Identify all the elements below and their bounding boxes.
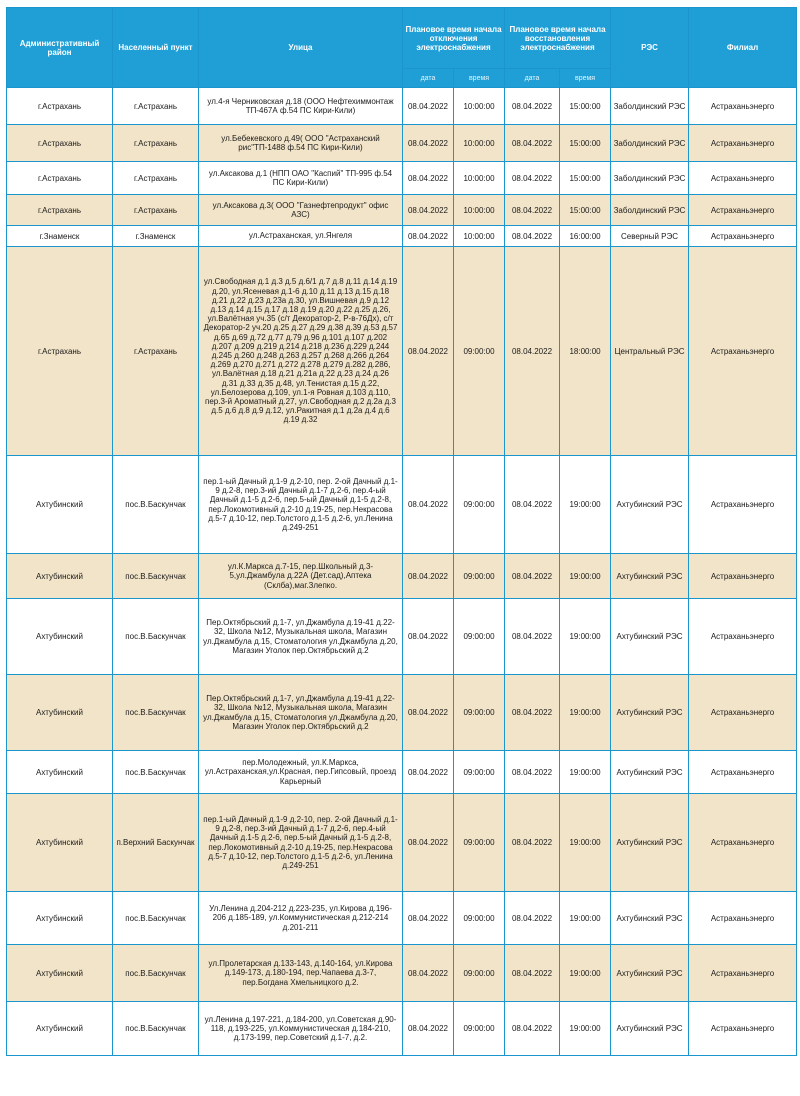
cell-branch: Астраханьэнерго [689,125,797,162]
cell-locality: г.Астрахань [113,247,199,456]
cell-locality: пос.В.Баскунчак [113,554,199,599]
cell-street: ул.Аксакова д.1 (НПП ОАО "Каспий" ТП-995 ф.54 ПС Кири-Кили) [199,162,403,195]
cell-district: г.Астрахань [7,88,113,125]
cell-branch: Астраханьэнерго [689,751,797,794]
cell-on-time: 16:00:00 [560,226,611,247]
cell-street: ул.К.Маркса д.7-15, пер.Школьный д.3-5,ул.Джамбула д.22А (Дет.сад),Аптека (Склба),маг.Злепко. [199,554,403,599]
cell-district: Ахтубинский [7,794,113,892]
cell-off-time: 09:00:00 [454,945,505,1002]
cell-off-date: 08.04.2022 [403,751,454,794]
cell-district: Ахтубинский [7,945,113,1002]
cell-on-time: 15:00:00 [560,195,611,226]
cell-branch: Астраханьэнерго [689,226,797,247]
cell-street: пер.1-ый Дачный д.1-9 д.2-10, пер. 2-ой Дачный д.1-9 д.2-8, пер.3-ий Дачный д.1-7 д.2-6, пер.4-ый Дачный д.1-5 д.2-6, пер.5-ый Дачный д.1-5 д.2-8, пер.Локомотивный д.2-10 д.19-25, пер.Некрасова д.5-7 д.10-12, пер.Толстого д.1-5 д.2-6, ул.Ленина д.249-251 [199,794,403,892]
header-on-hour: время [560,69,611,88]
table-body [7,88,797,1056]
cell-locality: г.Астрахань [113,88,199,125]
header-district: Административный район [7,8,113,88]
cell-off-time: 09:00:00 [454,456,505,554]
cell-locality: пос.В.Баскунчак [113,599,199,675]
cell-locality: пос.В.Баскунчак [113,456,199,554]
cell-off-date: 08.04.2022 [403,1002,454,1056]
cell-district: Ахтубинский [7,751,113,794]
cell-district: Ахтубинский [7,456,113,554]
outage-table [6,7,797,1056]
cell-res: Ахтубинский РЭС [611,599,689,675]
cell-branch: Астраханьэнерго [689,794,797,892]
cell-on-date: 08.04.2022 [505,195,560,226]
cell-on-date: 08.04.2022 [505,675,560,751]
table-row [7,892,797,945]
cell-locality: г.Знаменск [113,226,199,247]
table-row [7,554,797,599]
cell-res: Заболдинский РЭС [611,195,689,226]
cell-branch: Астраханьэнерго [689,554,797,599]
cell-on-time: 15:00:00 [560,125,611,162]
header-off-date: дата [403,69,454,88]
cell-on-time: 15:00:00 [560,88,611,125]
cell-off-time: 09:00:00 [454,675,505,751]
cell-on-date: 08.04.2022 [505,751,560,794]
cell-branch: Астраханьэнерго [689,945,797,1002]
cell-off-date: 08.04.2022 [403,675,454,751]
table-header [7,8,797,88]
header-res: РЭС [611,8,689,88]
cell-street: ул.Аксакова д.3( ООО "Газнефтепродукт" офис АЗС) [199,195,403,226]
table-row [7,945,797,1002]
header-locality: Населенный пункт [113,8,199,88]
header-on-date: дата [505,69,560,88]
cell-res: Ахтубинский РЭС [611,945,689,1002]
cell-res: Ахтубинский РЭС [611,892,689,945]
table-row [7,247,797,456]
cell-res: Ахтубинский РЭС [611,1002,689,1056]
cell-street: пер.Молодежный, ул.К.Маркса, ул.Астраханская,ул.Красная, пер.Гипсовый, проезд Карьерный [199,751,403,794]
table-row [7,599,797,675]
cell-on-time: 19:00:00 [560,945,611,1002]
cell-off-date: 08.04.2022 [403,195,454,226]
cell-on-date: 08.04.2022 [505,794,560,892]
cell-street: ул.Ленина д.197-221, д.184-200, ул.Советская д.90-118, д.193-225, ул.Коммунистическая д.184-210, д.173-199, пер.Советский д.1-7, д.2. [199,1002,403,1056]
cell-street: пер.1-ый Дачный д.1-9 д.2-10, пер. 2-ой Дачный д.1-9 д.2-8, пер.3-ий Дачный д.1-7 д.2-6, пер.4-ый Дачный д.1-5 д.2-6, пер.5-ый Дачный д.1-5 д.2-8, пер.Локомотивный д.2-10 д.19-25, пер.Некрасова д.5-7 д.10-12, пер.Толстого д.1-5 д.2-6, ул.Ленина д.249-251 [199,456,403,554]
cell-locality: пос.В.Баскунчак [113,1002,199,1056]
header-on-time: Плановое время начала восстановления электроснабжения [505,8,611,69]
cell-street: Пер.Октябрьский д.1-7, ул.Джамбула д.19-41 д.22-32, Школа №12, Музыкальная школа, Магазин ул.Джамбула д.15, Стоматология ул.Джамбула д.20, Магазин Уголок пер.Октябрьский д.2 [199,599,403,675]
table-row [7,162,797,195]
cell-street: Пер.Октябрьский д.1-7, ул.Джамбула д.19-41 д.22-32, Школа №12, Музыкальная школа, Магазин ул.Джамбула д.15, Стоматология ул.Джамбула д.20, Магазин Уголок пер.Октябрьский д.2 [199,675,403,751]
cell-off-time: 10:00:00 [454,162,505,195]
cell-district: г.Астрахань [7,247,113,456]
cell-district: Ахтубинский [7,1002,113,1056]
cell-off-date: 08.04.2022 [403,599,454,675]
cell-on-date: 08.04.2022 [505,945,560,1002]
cell-on-date: 08.04.2022 [505,125,560,162]
header-branch: Филиал [689,8,797,88]
cell-on-time: 19:00:00 [560,675,611,751]
cell-off-date: 08.04.2022 [403,247,454,456]
cell-locality: пос.В.Баскунчак [113,751,199,794]
cell-on-time: 19:00:00 [560,1002,611,1056]
cell-on-time: 19:00:00 [560,599,611,675]
cell-street: ул.Пролетарская д.133-143, д.140-164, ул.Кирова д.149-173, д.180-194, пер.Чапаева д.3-7, пер.Богдана Хмельницкого д.2. [199,945,403,1002]
cell-locality: г.Астрахань [113,125,199,162]
cell-off-time: 09:00:00 [454,247,505,456]
cell-off-date: 08.04.2022 [403,456,454,554]
cell-off-date: 08.04.2022 [403,162,454,195]
cell-res: Северный РЭС [611,226,689,247]
cell-branch: Астраханьэнерго [689,456,797,554]
cell-res: Ахтубинский РЭС [611,675,689,751]
cell-res: Центральный РЭС [611,247,689,456]
cell-on-date: 08.04.2022 [505,554,560,599]
cell-street: ул.4-я Черниковская д.18 (ООО Нефтехиммонтаж ТП-467А ф.54 ПС Кири-Кили) [199,88,403,125]
cell-street: ул.Астраханская, ул.Янгеля [199,226,403,247]
cell-on-date: 08.04.2022 [505,599,560,675]
cell-on-time: 19:00:00 [560,794,611,892]
cell-branch: Астраханьэнерго [689,247,797,456]
cell-res: Ахтубинский РЭС [611,554,689,599]
table-row [7,88,797,125]
cell-branch: Астраханьэнерго [689,195,797,226]
outage-schedule [6,7,796,1056]
cell-off-date: 08.04.2022 [403,945,454,1002]
cell-district: Ахтубинский [7,554,113,599]
cell-district: Ахтубинский [7,599,113,675]
table-row [7,751,797,794]
cell-district: г.Астрахань [7,195,113,226]
cell-locality: г.Астрахань [113,195,199,226]
cell-res: Заболдинский РЭС [611,88,689,125]
cell-on-time: 15:00:00 [560,162,611,195]
cell-off-date: 08.04.2022 [403,554,454,599]
cell-branch: Астраханьэнерго [689,88,797,125]
cell-res: Ахтубинский РЭС [611,456,689,554]
cell-on-date: 08.04.2022 [505,88,560,125]
cell-off-time: 10:00:00 [454,226,505,247]
cell-off-time: 09:00:00 [454,1002,505,1056]
cell-off-time: 09:00:00 [454,751,505,794]
cell-off-time: 10:00:00 [454,195,505,226]
cell-branch: Астраханьэнерго [689,1002,797,1056]
table-row [7,1002,797,1056]
table-row [7,195,797,226]
cell-locality: пос.В.Баскунчак [113,892,199,945]
table-row [7,675,797,751]
cell-on-time: 19:00:00 [560,554,611,599]
cell-on-time: 18:00:00 [560,247,611,456]
cell-off-date: 08.04.2022 [403,226,454,247]
cell-off-time: 10:00:00 [454,88,505,125]
cell-off-date: 08.04.2022 [403,892,454,945]
cell-locality: пос.В.Баскунчак [113,945,199,1002]
cell-branch: Астраханьэнерго [689,599,797,675]
header-off-time: Плановое время начала отключения электроснабжения [403,8,505,69]
cell-off-time: 09:00:00 [454,794,505,892]
cell-off-date: 08.04.2022 [403,125,454,162]
cell-off-time: 09:00:00 [454,554,505,599]
table-row [7,456,797,554]
cell-off-time: 09:00:00 [454,599,505,675]
cell-on-date: 08.04.2022 [505,247,560,456]
cell-locality: пос.В.Баскунчак [113,675,199,751]
cell-district: г.Астрахань [7,162,113,195]
table-row [7,125,797,162]
cell-off-date: 08.04.2022 [403,88,454,125]
cell-res: Ахтубинский РЭС [611,794,689,892]
cell-branch: Астраханьэнерго [689,162,797,195]
cell-district: г.Астрахань [7,125,113,162]
cell-on-time: 19:00:00 [560,751,611,794]
cell-res: Заболдинский РЭС [611,125,689,162]
table-row [7,794,797,892]
cell-branch: Астраханьэнерго [689,892,797,945]
cell-on-time: 19:00:00 [560,892,611,945]
cell-off-time: 10:00:00 [454,125,505,162]
table-row [7,226,797,247]
cell-district: Ахтубинский [7,675,113,751]
cell-district: Ахтубинский [7,892,113,945]
cell-on-date: 08.04.2022 [505,1002,560,1056]
header-street: Улица [199,8,403,88]
cell-off-time: 09:00:00 [454,892,505,945]
cell-off-date: 08.04.2022 [403,794,454,892]
cell-street: ул.Бебекевского д.49( ООО "Астраханский рис"ТП-1488 ф.54 ПС Кири-Кили) [199,125,403,162]
cell-district: г.Знаменск [7,226,113,247]
cell-street: ул.Свободная д.1 д.3 д.5 д.6/1 д.7 д.8 д.11 д.14 д.19 д.20, ул.Ясеневая д.1-6 д.10 д.11 д.13 д.15 д.18 д.21 д.22 д.23 д.23а д.30, ул.Вишневая д.9 д.12 д.13 д.14 д.15 д.17 д.18 д.19 д.20 д.22 д.25 д.26, ул.Валётная уч.35 (с/т Декоратор-2, Р-в-76Дх), с/т Декоратор-2 уч.20 д.25 д.27 д.29 д.38 д.39 д.53 д.57 д.65 д.69 д.72 д.77 д.79 д.96 д.101 д.107 д.202 д.207 д.209 д.219 д.214 д.218 д.236 д.229 д.244 д.245 д.260 д.248 д.263 д.257 д.268 д.266 д.264 д.269 д.270 д.271 д.272 д.278 д.279 д.282 д.286, ул.Валётная д.18 д.21 д.21а д.22 д.23 д.24 д.26 д.31 д.33 д.35 д.48, ул.Тенистая д.15 д.22, ул.Белозерова д.109, ул.1-я Ровная д.103 д.110, пер.3-й Ароматный д.27, ул.Свободная д.2 д.2а д.3 д.5 д.6 д.8 д.9 д.12, ул.Ракитная д.1 д.2а д.4 д.6 д.19 д.32 [199,247,403,456]
cell-res: Заболдинский РЭС [611,162,689,195]
cell-on-date: 08.04.2022 [505,226,560,247]
cell-on-date: 08.04.2022 [505,456,560,554]
cell-locality: п.Верхний Баскунчак [113,794,199,892]
cell-locality: г.Астрахань [113,162,199,195]
cell-on-time: 19:00:00 [560,456,611,554]
cell-on-date: 08.04.2022 [505,892,560,945]
header-off-hour: время [454,69,505,88]
cell-on-date: 08.04.2022 [505,162,560,195]
cell-res: Ахтубинский РЭС [611,751,689,794]
cell-street: Ул.Ленина д.204-212 д.223-235, ул.Кирова д.196-206 д.185-189, ул.Коммунистическая д.212-214 д.201-211 [199,892,403,945]
cell-branch: Астраханьэнерго [689,675,797,751]
